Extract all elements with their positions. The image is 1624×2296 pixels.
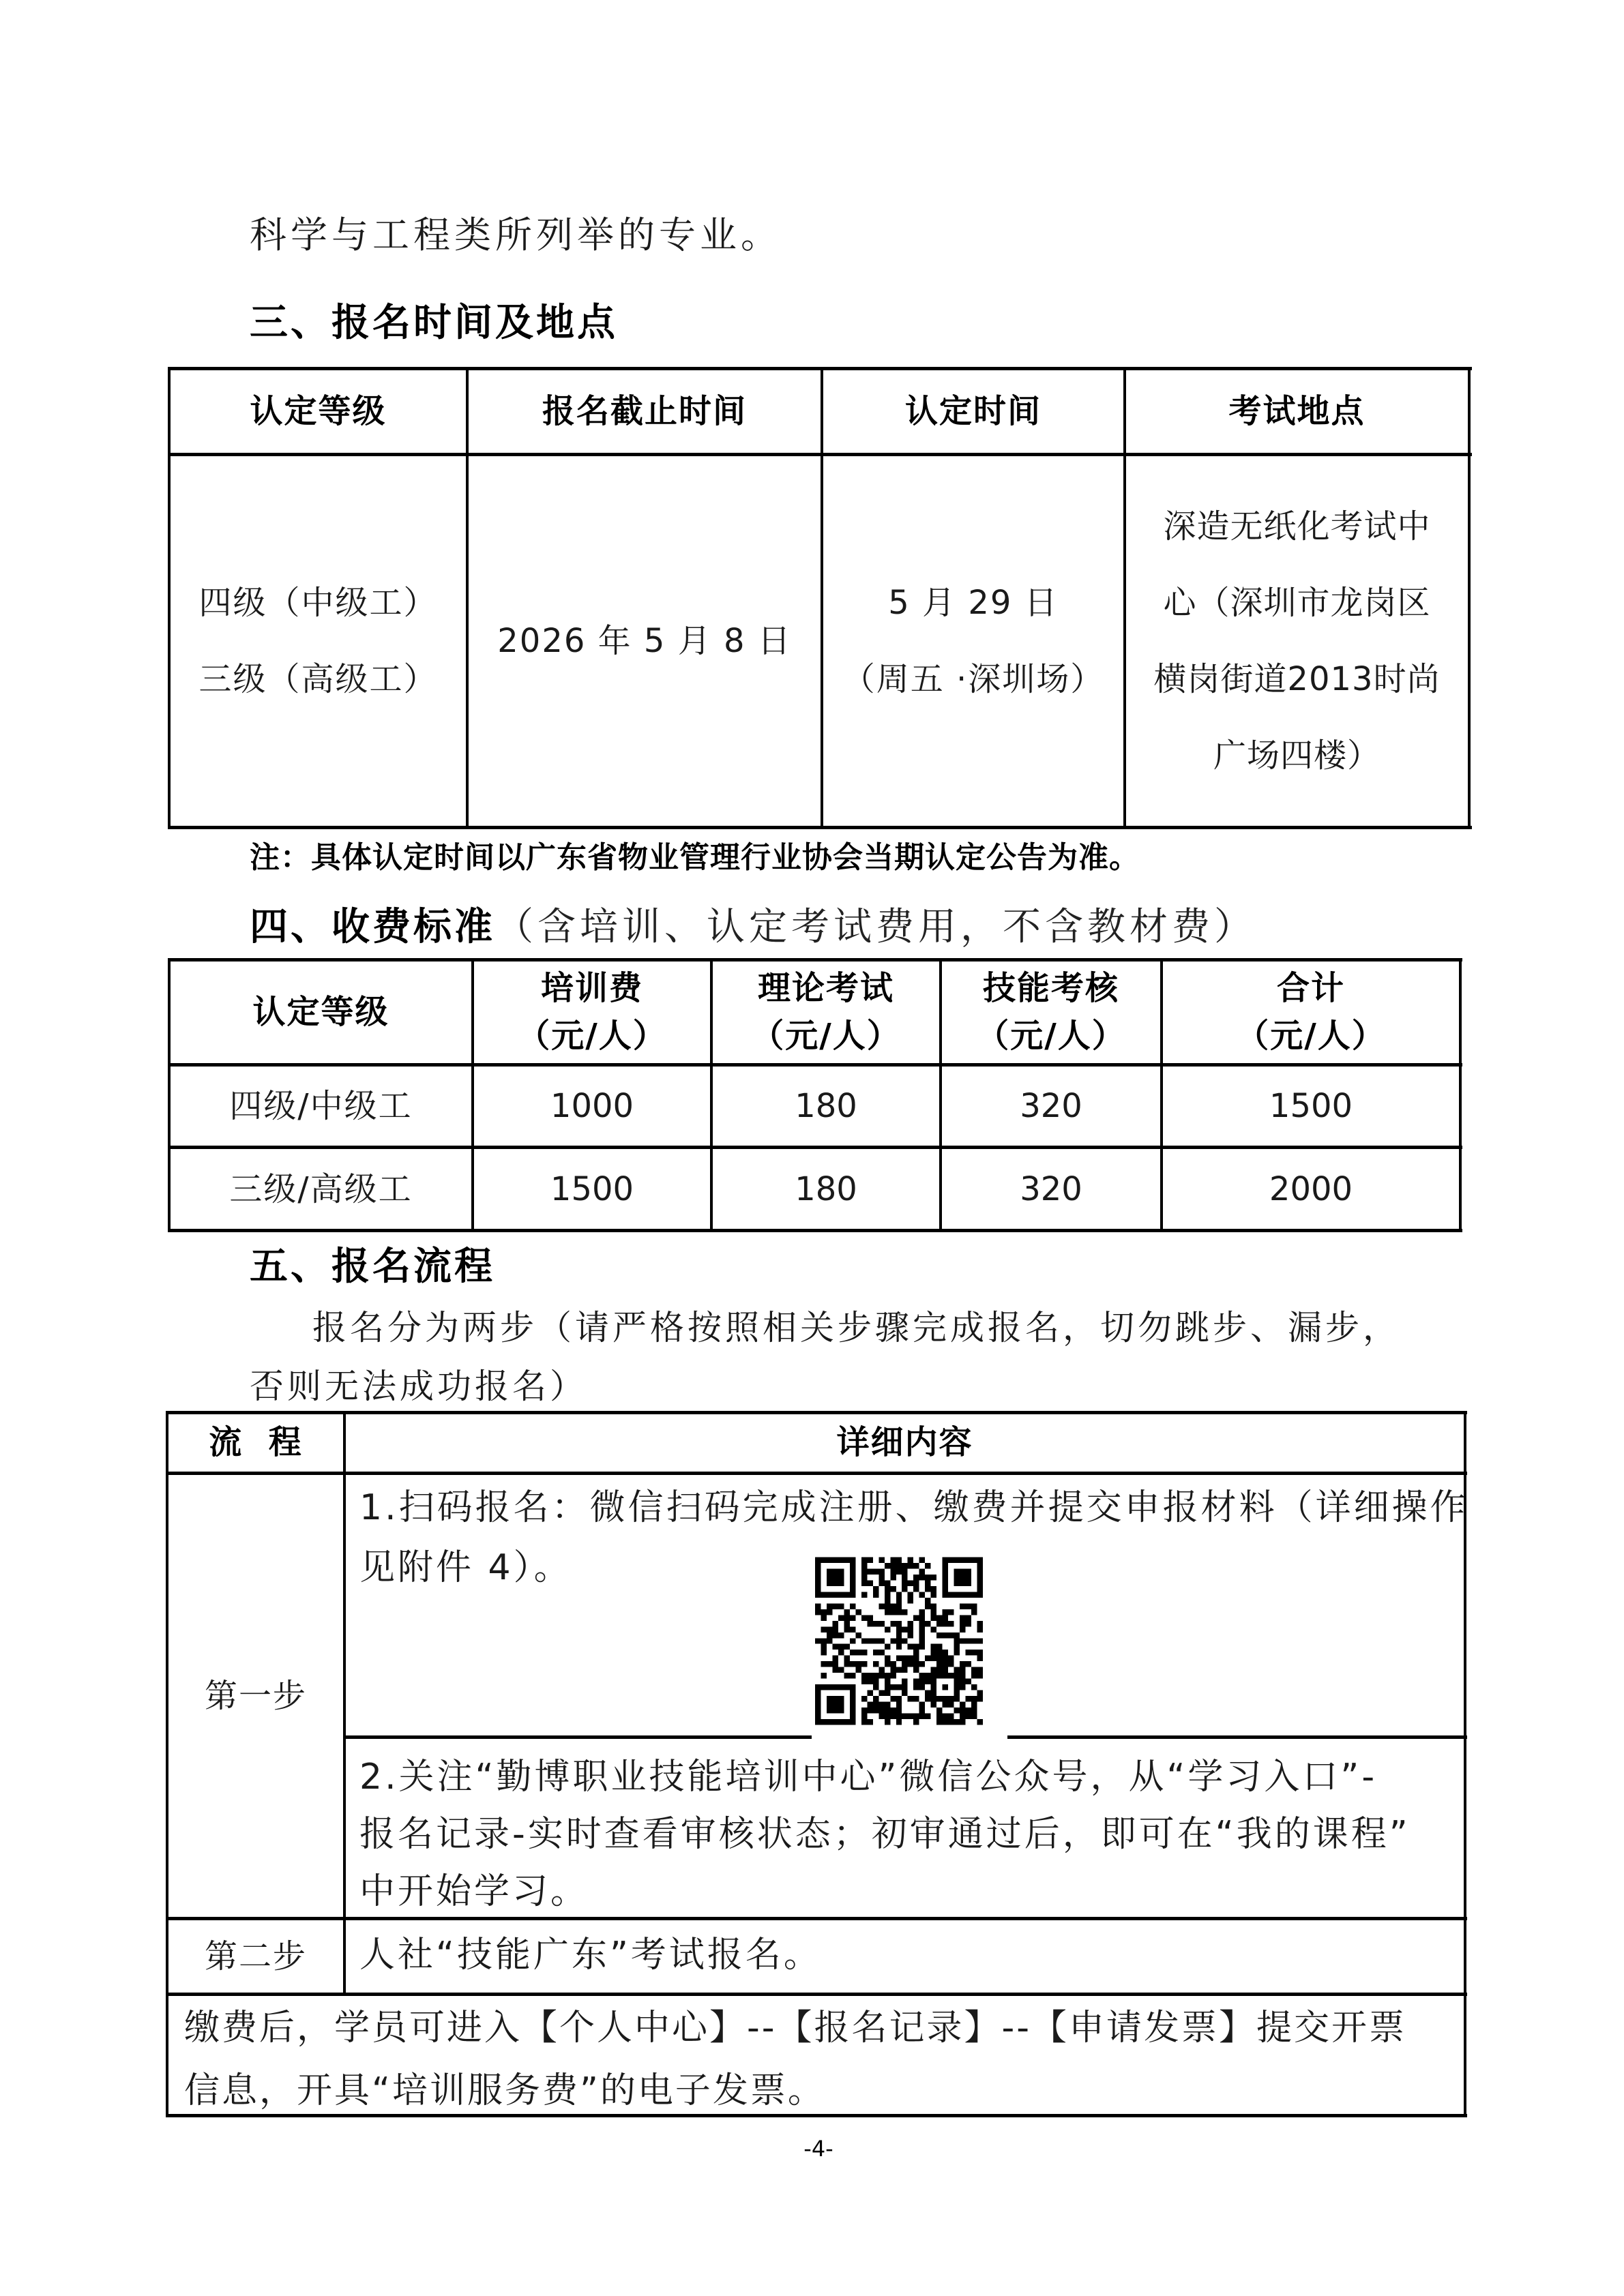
exam-session: （周五 ·深圳场） xyxy=(842,660,1105,698)
fee-level: 三级/高级工 xyxy=(229,1169,413,1208)
fee-training: 1000 xyxy=(550,1087,634,1125)
header-line: 合计 xyxy=(1276,968,1345,1007)
header-level: 认定等级 xyxy=(250,391,387,430)
section3-heading: 三、报名时间及地点 xyxy=(250,301,618,345)
table-border xyxy=(168,1229,1462,1232)
location-line: 心（深圳市龙岗区 xyxy=(1163,584,1431,622)
invoice-note-line2: 信息，开具“培训服务费”的电子发票。 xyxy=(184,2070,825,2111)
fee-total: 1500 xyxy=(1269,1087,1353,1125)
process-header-step: 流 程 xyxy=(209,1423,303,1462)
step1-item1-line1: 1.扫码报名：微信扫码完成注册、缴费并提交申报材料（详细操作 xyxy=(359,1487,1468,1528)
header-location: 考试地点 xyxy=(1228,391,1365,430)
header-exam-time: 认定时间 xyxy=(904,391,1042,430)
table-border xyxy=(1468,367,1471,829)
page-number: -4- xyxy=(803,2136,833,2162)
cell-exam-time xyxy=(823,456,1123,826)
fee-theory: 180 xyxy=(795,1169,857,1208)
header-unit: （元/人） xyxy=(751,1016,901,1055)
table-border xyxy=(166,1472,1467,1475)
section4-heading-note: （含培训、认定考试费用，不含教材费） xyxy=(495,905,1256,949)
header-line: 理论考试 xyxy=(757,968,894,1007)
schedule-note: 注：具体认定时间以广东省物业管理行业协会当期认定公告为准。 xyxy=(250,840,1140,875)
fee-skill: 320 xyxy=(1020,1087,1082,1125)
location-line: 广场四楼） xyxy=(1213,736,1381,775)
location-line: 深造无纸化考试中 xyxy=(1163,507,1431,546)
cell-deadline: 2026 年 5 月 8 日 xyxy=(497,622,792,660)
process-header-detail: 详细内容 xyxy=(836,1423,973,1462)
process-intro-line2: 否则无法成功报名） xyxy=(250,1367,587,1406)
fee-level: 四级/中级工 xyxy=(229,1087,413,1125)
fee-header-total xyxy=(1163,961,1459,1063)
level-line: 三级（高级工） xyxy=(198,660,438,698)
cell-location xyxy=(1126,456,1468,826)
invoice-note-line1: 缴费后，学员可进入【个人中心】--【报名记录】--【申请发票】提交开票 xyxy=(184,2008,1407,2048)
header-unit: （元/人） xyxy=(517,1016,667,1055)
header-unit: （元/人） xyxy=(976,1016,1126,1055)
location-line: 横岗街道2013时尚 xyxy=(1153,660,1441,698)
fee-total: 2000 xyxy=(1269,1169,1353,1208)
table-border xyxy=(344,1735,812,1739)
table-border xyxy=(166,1993,1467,1996)
step1-item2-line1: 2.关注“勤博职业技能培训中心”微信公众号，从“学习入口”- xyxy=(359,1757,1378,1798)
section5-heading: 五、报名流程 xyxy=(250,1244,495,1289)
header-line: 技能考核 xyxy=(982,968,1119,1007)
step1-item1-line2: 见附件 4）。 xyxy=(359,1547,572,1588)
step1-item2-line3: 中开始学习。 xyxy=(359,1871,589,1912)
fee-header-theory xyxy=(713,961,939,1063)
level-line: 四级（中级工） xyxy=(198,584,438,622)
qr-code-graphic xyxy=(815,1557,983,1725)
process-intro-line1: 报名分为两步（请严格按照相关步骤完成报名，切勿跳步、漏步， xyxy=(312,1308,1400,1347)
header-line: 培训费 xyxy=(540,968,643,1007)
section4-heading xyxy=(250,905,1256,949)
fee-skill: 320 xyxy=(1020,1169,1082,1208)
intro-text: 科学与工程类所列举的专业。 xyxy=(250,213,782,256)
header-unit: （元/人） xyxy=(1236,1016,1386,1055)
step2-text: 人社“技能广东”考试报名。 xyxy=(359,1935,822,1976)
fee-header-skill xyxy=(942,961,1160,1063)
fee-header-training xyxy=(474,961,710,1063)
header-deadline: 报名截止时间 xyxy=(542,391,747,430)
table-border xyxy=(343,1411,346,1996)
table-border xyxy=(1459,958,1462,1232)
step2-label: 第二步 xyxy=(204,1937,307,1976)
qr-code-icon[interactable] xyxy=(815,1557,983,1725)
step1-label: 第一步 xyxy=(204,1677,307,1715)
table-border xyxy=(1007,1735,1467,1739)
fee-header-level: 认定等级 xyxy=(252,992,389,1031)
section4-heading-title: 四、收费标准 xyxy=(250,905,495,949)
fee-theory: 180 xyxy=(795,1087,857,1125)
step1-item2-line2: 报名记录-实时查看审核状态；初审通过后，即可在“我的课程” xyxy=(359,1814,1411,1855)
cell-levels xyxy=(171,456,466,826)
fee-training: 1500 xyxy=(550,1169,634,1208)
exam-date: 5 月 29 日 xyxy=(888,584,1059,622)
